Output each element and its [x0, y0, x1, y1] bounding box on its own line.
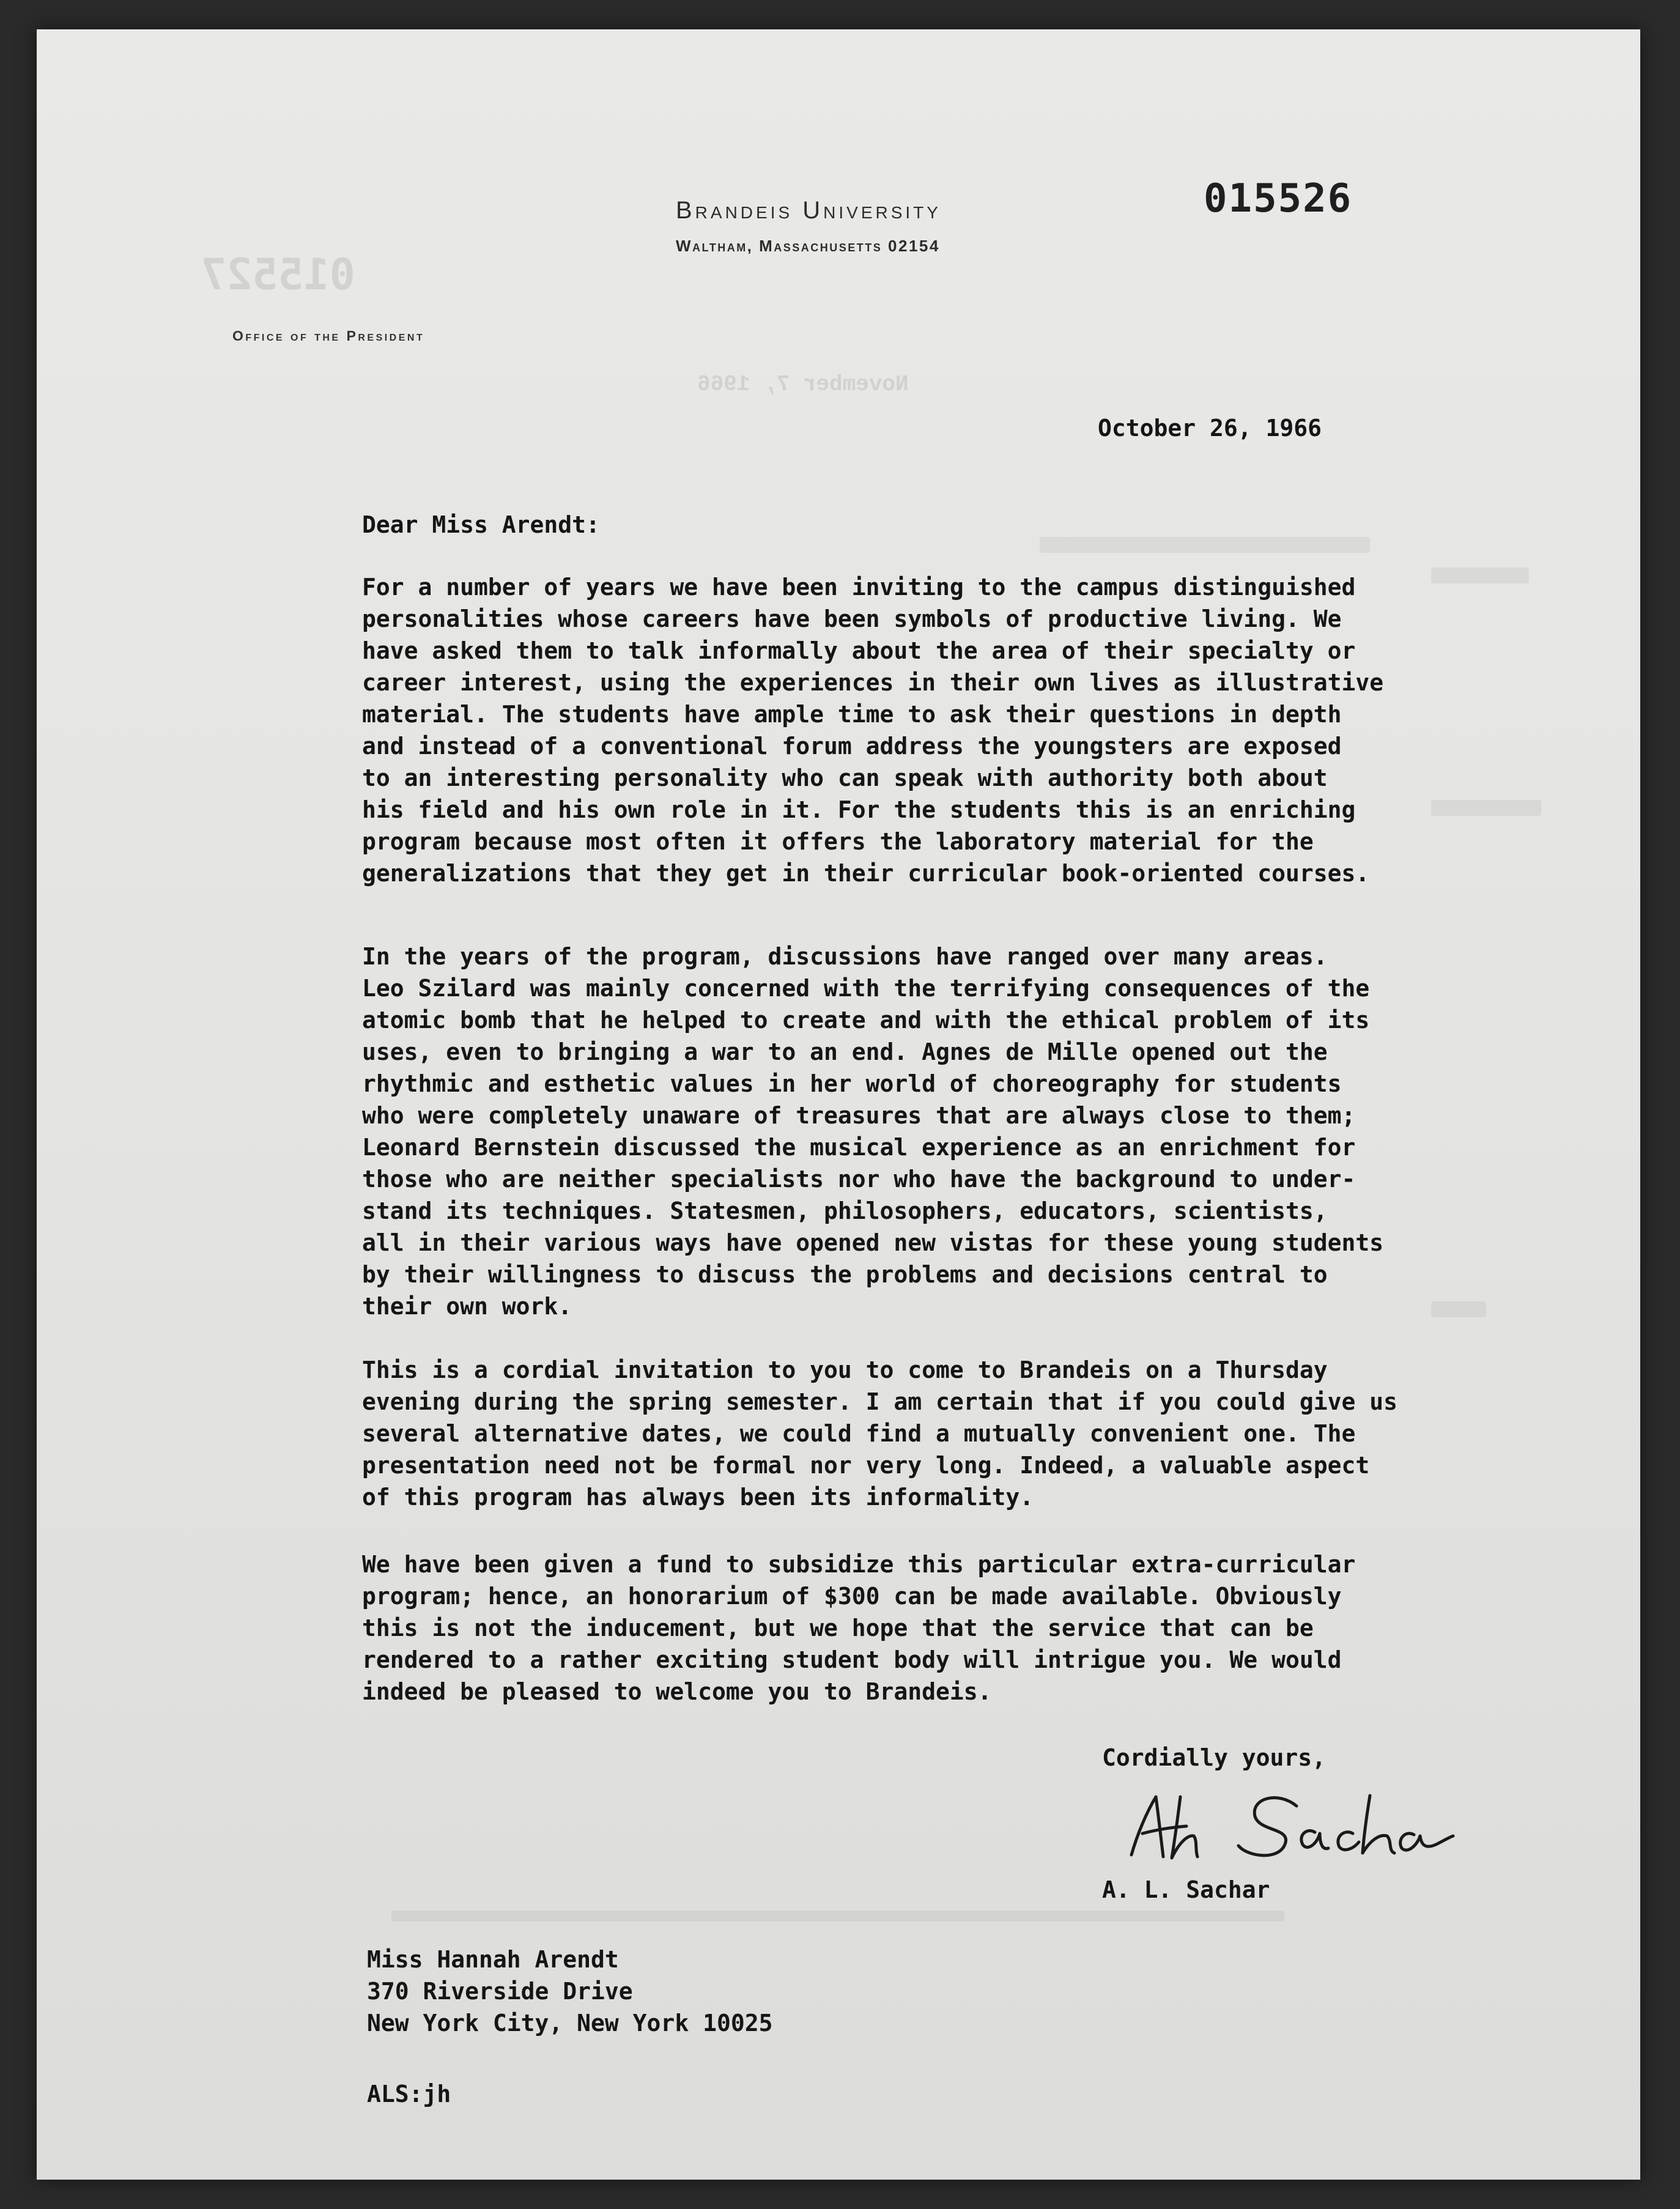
body-paragraph: This is a cordial invitation to you to come to Brandeis on a Thursday evening during the spring semester. I am certain that if you could give us several alternative dates, we could find a mutually convenient one. The presentation need not be formal nor very long. Indeed, a valuable aspect of this program has always been its informality. — [362, 1356, 1397, 1511]
closing: Cordially yours, — [1102, 1744, 1327, 1771]
body-paragraph: We have been given a fund to subsidize this particular extra-curricular program; hence, an honorarium of $300 can be made available. Obviously this is not the inducement, but we hope that the service that can be rendered to a rather exciting student body will intrigue you. We would indeed be pleased to welcome you to Brandeis. — [362, 1551, 1356, 1705]
recipient-address: Miss Hannah Arendt 370 Riverside Drive New York City, New York 10025 — [367, 1946, 773, 2037]
bleed-through-line — [1040, 537, 1370, 553]
bleed-through-line — [1431, 1301, 1486, 1317]
bleed-through-line — [391, 1911, 1284, 1922]
letter-date: October 26, 1966 — [1098, 415, 1322, 442]
letterhead-office: Office of the President — [232, 328, 425, 344]
bleed-through-line — [1431, 568, 1529, 583]
body-paragraph: In the years of the program, discussions have ranged over many areas. Leo Szilard was mainly concerned with the terrifying consequences of the atomic bomb that he helped to create and with the ethical problem of its uses, even to bringing a war to an end. Agnes de Mille opened out the rhythmic and esthetic values in her world of choreography for students who were completely unaware of treasures that are always close to them; Leonard Bernstein discussed the musical experience as an enrichment for those who are neither specialists nor who have the background to under- stand its techniques. Statesmen, philosophers, educators, scientists, all in their various ways have opened new vistas for these young students by their willingness to discuss the problems and decisions central to their own work. — [362, 943, 1384, 1320]
letter-page — [37, 29, 1640, 2180]
handwritten-signature — [1113, 1785, 1456, 1870]
letterhead-address: Waltham, Massachusetts 02154 — [676, 237, 940, 255]
salutation: Dear Miss Arendt: — [362, 511, 600, 538]
bleed-through-date: November 7, 1966 — [697, 372, 909, 397]
body-paragraph: For a number of years we have been inviting to the campus distinguished personalities whose careers have been symbols of productive living. We have asked them to talk informally about the area of their specialty or career interest, using the experiences in their own lives as illustrative material. The students have ample time to ask their questions in depth and instead of a conventional forum address the youngsters are exposed to an interesting personality who can speak with authority both about his field and his own role in it. For the students this is an enriching program because most often it offers the laboratory material for the generalizations that they get in their curricular book-oriented courses. — [362, 574, 1384, 887]
bleed-through-number: 015527 — [201, 250, 355, 300]
letterhead — [676, 196, 1165, 258]
bleed-through-line — [1431, 800, 1541, 816]
signer-name: A. L. Sachar — [1102, 1876, 1270, 1903]
typist-initials: ALS:jh — [367, 2081, 451, 2107]
letterhead-university: Brandeis University — [676, 197, 941, 224]
document-number-stamp: 015526 — [1204, 176, 1353, 221]
